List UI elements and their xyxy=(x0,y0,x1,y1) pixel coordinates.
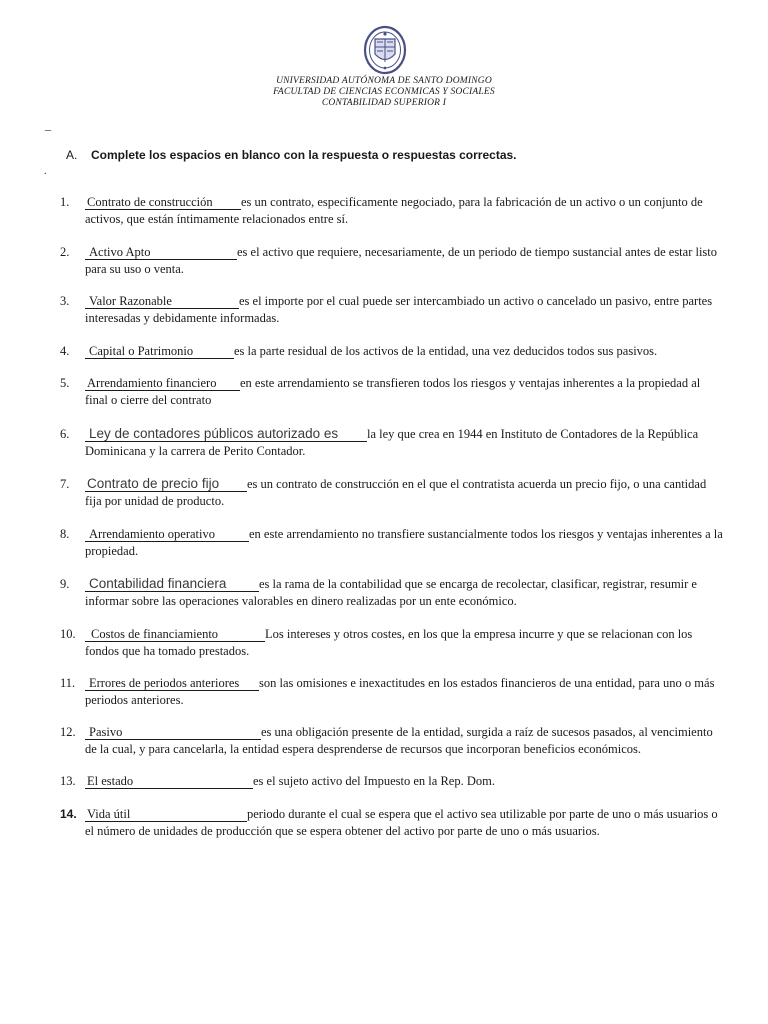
answer-blank[interactable]: Arrendamiento operativo xyxy=(85,527,249,542)
question-text: periodo durante el cual se espera que el activo sea utilizable por parte de uno o más usuarios o el número de unidades de producción que se espera obtener del activo por parte de uno o más usuarios. xyxy=(85,807,718,838)
question-text: la ley que crea en 1944 en Instituto de Contadores de la República Dominicana y la carrera de Perito Contador. xyxy=(85,427,699,458)
question-text: son las omisiones e inexactitudes en los estados financieros de una entidad, para uno o más periodos anteriores. xyxy=(85,676,715,707)
question-number: 6. xyxy=(60,427,70,441)
question-text: es un contrato de construcción en el que el contratista acuerda un precio fijo, o una cantidad fija por unidad de producto. xyxy=(85,477,707,508)
question-number: 11. xyxy=(60,676,76,690)
answer-blank[interactable]: Costos de financiamiento xyxy=(85,627,265,642)
instructions-text: Complete los espacios en blanco con la respuesta o respuestas correctas. xyxy=(91,148,517,162)
question-number: 13. xyxy=(60,774,76,788)
answer-blank[interactable]: Capital o Patrimonio xyxy=(85,344,234,359)
question-text: es la rama de la contabilidad que se encarga de recolectar, clasificar, registrar, resumir e informar sobre las operaciones valorables en dinero realizadas por un ente económico. xyxy=(85,577,697,608)
instructions xyxy=(66,148,517,162)
question-number: 8. xyxy=(60,527,70,541)
answer-blank[interactable]: Contrato de precio fijo xyxy=(85,477,247,492)
instructions-label: A. xyxy=(66,148,78,162)
question-number: 10. xyxy=(60,627,76,641)
stray-dot: . xyxy=(44,166,47,177)
question-number: 4. xyxy=(60,344,70,358)
question-number: 12. xyxy=(60,725,76,739)
question-text: es la parte residual de los activos de la entidad, una vez deducidos todos sus pasivos. xyxy=(234,344,658,358)
question-number: 1. xyxy=(60,195,70,209)
stray-dash: _ xyxy=(45,118,51,132)
answer-blank[interactable]: El estado xyxy=(85,774,253,789)
answer-blank[interactable]: Pasivo xyxy=(85,725,261,740)
question-text: es un contrato, especificamente negociado, para la fabricación de un activo o un conjunto de activos, que están íntimamente relacionados entre sí. xyxy=(85,195,703,226)
question-text: Los intereses y otros costes, en los que la empresa incurre y que se relacionan con los fondos que ha tomado prestados. xyxy=(85,627,693,658)
answer-blank[interactable]: Vida útil xyxy=(85,807,247,822)
answer-blank[interactable]: Contabilidad financiera xyxy=(85,577,259,592)
question-text: es el importe por el cual puede ser intercambiado un activo o cancelado un pasivo, entre partes interesadas y debidamente informadas. xyxy=(85,294,713,325)
answer-blank[interactable]: Ley de contadores públicos autorizado es xyxy=(85,427,367,442)
question-number: 14. xyxy=(60,807,77,821)
document-header xyxy=(0,76,768,109)
question-text: es una obligación presente de la entidad, surgida a raíz de sucesos pasados, al vencimiento de la cual, y para cancelarla, la entidad espera desprenderse de recursos que incorporan beneficios económicos. xyxy=(85,725,713,756)
question-text: es el activo que requiere, necesariamente, de un periodo de tiempo sustancial antes de estar listo para su uso o venta. xyxy=(85,245,718,276)
question-number: 3. xyxy=(60,294,70,308)
question-number: 7. xyxy=(60,477,70,491)
header-faculty: FACULTAD DE CIENCIAS ECONMICAS Y SOCIALES xyxy=(273,87,495,97)
header-course: CONTABILIDAD SUPERIOR I xyxy=(321,98,447,108)
question-number: 2. xyxy=(60,245,70,259)
answer-blank[interactable]: Errores de periodos anteriores xyxy=(85,676,259,691)
question-text: en este arrendamiento no transfiere sustancialmente todos los riesgos y ventajas inherentes a la propiedad. xyxy=(85,527,723,558)
question-text: en este arrendamiento se transfieren todos los riesgos y ventajas inherentes a la propiedad al final o cierre del contrato xyxy=(85,376,701,407)
answer-blank[interactable]: Arrendamiento financiero xyxy=(85,376,240,391)
university-seal-icon xyxy=(363,25,407,75)
answer-blank[interactable]: Valor Razonable xyxy=(85,294,239,309)
question-number: 9. xyxy=(60,577,70,591)
header-university: UNIVERSIDAD AUTÓNOMA DE SANTO DOMINGO xyxy=(276,76,492,86)
question-text: es el sujeto activo del Impuesto en la Rep. Dom. xyxy=(253,774,495,788)
answer-blank[interactable]: Activo Apto xyxy=(85,245,237,260)
answer-blank[interactable]: Contrato de construcción xyxy=(85,195,241,210)
question-number: 5. xyxy=(60,376,70,390)
